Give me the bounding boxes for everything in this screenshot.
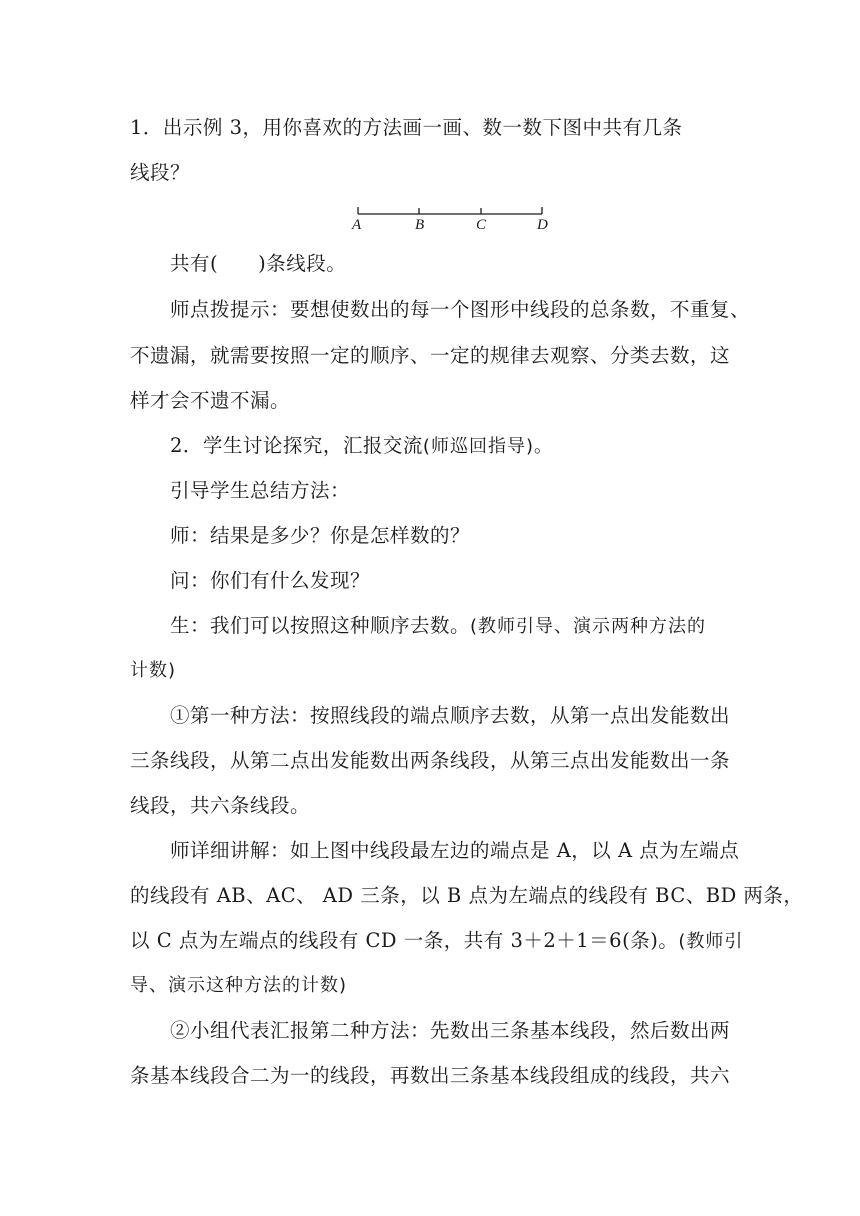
student-main: 生：我们可以按照这种顺序去数。 (170, 614, 471, 637)
ask-line: 问：你们有什么发现？ (170, 569, 371, 592)
student-line-1 (170, 612, 770, 641)
hint-line-2: 不遗漏，就需要按照一定的顺序、一定的规律去观察、分类去数，这 (130, 344, 731, 367)
method-1-line-1: ①第一种方法：按照线段的端点顺序去数，从第一点出发能数出 (170, 704, 731, 727)
explain-line-2: 的线段有 AB、AC、 AD 三条，以 B 点为左端点的线段有 BC、BD 两条， (130, 884, 804, 907)
paragraph-1-line-2: 线段？ (130, 161, 191, 184)
method-1-line-2: 三条线段，从第二点出发能数出两条线段，从第三点出发能数出一条 (130, 749, 731, 772)
point-label-d: D (537, 217, 548, 233)
blank-count-line: 共有( )条线段。 (170, 252, 347, 275)
method-1-line-3: 线段，共六条线段。 (130, 794, 311, 817)
explain-line-4: 导、演示这种方法的计数) (130, 975, 348, 996)
segment-diagram (340, 202, 560, 236)
point-label-c: C (476, 217, 487, 233)
point-label-b: B (415, 217, 425, 233)
method-2-line-2: 条基本线段合二为一的线段，再数出三条基本线段组成的线段，共六 (130, 1064, 731, 1087)
method-2-line-1: ②小组代表汇报第二种方法：先数出三条基本线段，然后数出两 (170, 1019, 731, 1042)
hint-line-3: 样才会不遗不漏。 (130, 389, 291, 412)
student-note-2: 计数) (130, 660, 177, 681)
teacher-question: 师：结果是多少？你是怎样数的？ (170, 524, 471, 547)
paragraph-2 (170, 432, 770, 461)
paragraph-1-line-1: 1．出示例 3，用你喜欢的方法画一画、数一数下图中共有几条 (130, 116, 683, 139)
hint-line-1: 师点拨提示：要想使数出的每一个图形中线段的总条数，不重复、 (170, 298, 751, 321)
explain-line-3-main: 以 C 点为左端点的线段有 CD 一条，共有 3＋2＋1＝6(条)。 (130, 929, 679, 952)
line-segment-figure (340, 202, 560, 236)
point-label-a: A (352, 217, 362, 233)
paragraph-2-note: (师巡回指导)。 (422, 436, 553, 457)
guide-line: 引导学生总结方法： (170, 479, 351, 502)
explain-line-3-note: (教师引 (678, 931, 744, 952)
paragraph-2-main: 2．学生讨论探究，汇报交流 (170, 434, 423, 457)
explain-line-3 (130, 927, 744, 956)
explain-line-1: 师详细讲解：如上图中线段最左边的端点是 A，以 A 点为左端点 (170, 839, 740, 862)
student-note-1: (教师引导、演示两种方法的 (470, 616, 707, 637)
